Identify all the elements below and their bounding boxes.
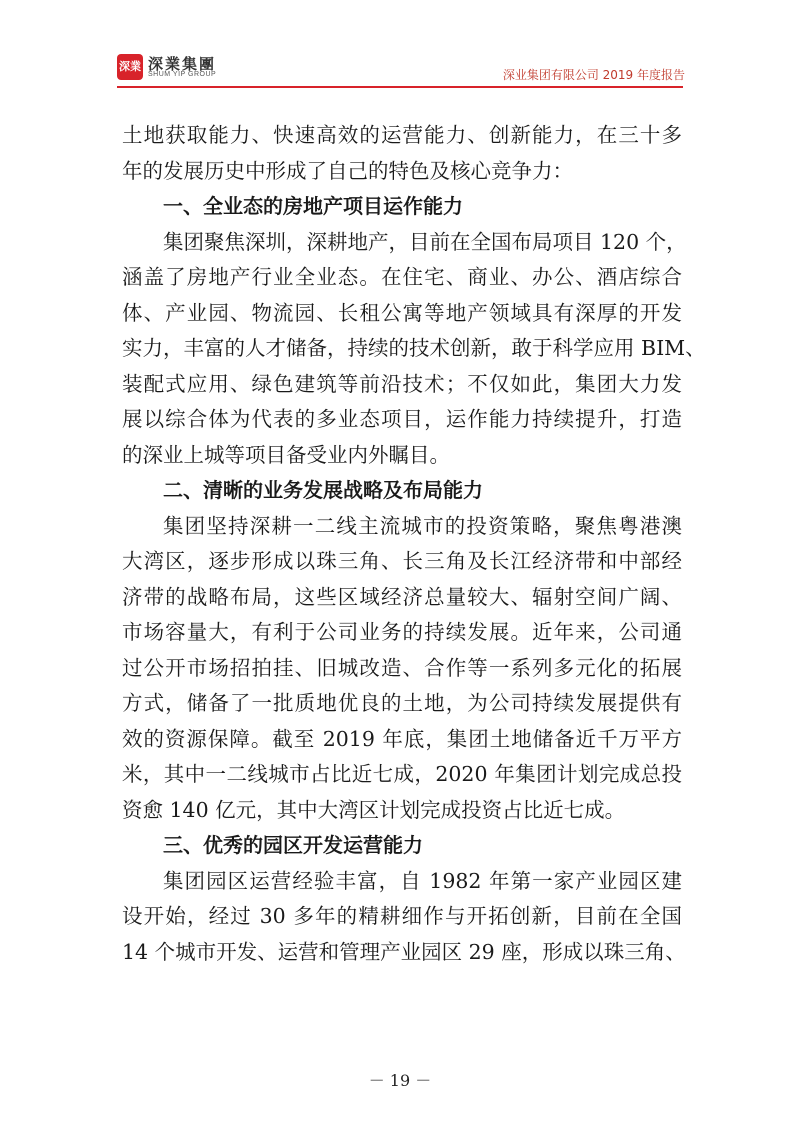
paragraph-section-1 — [122, 225, 706, 474]
text-line: 米，其中一二线城市占比近七成，2020 年集团计划完成总投 — [122, 762, 682, 786]
logo-chinese-name: 深業集團 — [148, 55, 217, 73]
logo-mark: 深業 — [117, 54, 143, 80]
section-heading-1: 一、全业态的房地产项目运作能力 — [163, 194, 463, 218]
text-line: 涵盖了房地产行业全业态。在住宅、商业、办公、酒店综合 — [122, 265, 682, 289]
document-body — [122, 118, 706, 970]
text-line: 14 个城市开发、运营和管理产业园区 29 座，形成以珠三角、 — [122, 939, 686, 964]
text-line: 土地获取能力、快速高效的运营能力、创新能力，在三十多 — [122, 123, 682, 147]
text-line: 实力，丰富的人才储备，持续的技术创新，敢于科学应用 BIM、 — [122, 336, 706, 360]
page-number: － 19 － — [368, 1071, 432, 1090]
paragraph-intro — [122, 118, 682, 189]
text-line: 市场容量大，有利于公司业务的持续发展。近年来，公司通 — [122, 620, 682, 644]
section-heading-3: 三、优秀的园区开发运营能力 — [163, 833, 423, 857]
text-line: 集团聚焦深圳，深耕地产，目前在全国布局项目 120 个， — [163, 229, 687, 254]
text-line: 设开始，经过 30 多年的精耕细作与开拓创新，目前在全国 — [122, 904, 682, 928]
paragraph-section-3 — [122, 864, 686, 971]
text-line: 年的发展历史中形成了自己的特色及核心竞争力： — [122, 158, 573, 183]
text-line: 效的资源保障。截至 2019 年底，集团土地储备近千万平方 — [122, 726, 682, 751]
logo-english-name: SHUM YIP GROUP — [148, 71, 217, 78]
text-line: 展以综合体为代表的多业态项目，运作能力持续提升，打造 — [122, 407, 682, 431]
text-line: 装配式应用、绿色建筑等前沿技术；不仅如此，集团大力发 — [122, 371, 682, 396]
text-line: 的深业上城等项目备受业内外瞩目。 — [122, 442, 450, 467]
text-line: 集团坚持深耕一二线主流城市的投资策略，聚焦粤港澳 — [163, 513, 682, 538]
text-line: 过公开市场招拍挂、旧城改造、合作等一系列多元化的拓展 — [122, 655, 682, 680]
paragraph-section-2 — [122, 509, 682, 829]
text-line: 方式，储备了一批质地优良的土地，为公司持续发展提供有 — [122, 691, 682, 715]
company-logo — [117, 53, 237, 83]
text-line: 体、产业园、物流园、长租公寓等地产领域具有深厚的开发 — [122, 300, 682, 325]
text-line: 大湾区，逐步形成以珠三角、长三角及长江经济带和中部经 — [122, 549, 682, 573]
header-divider — [117, 86, 683, 88]
text-line: 济带的战略布局，这些区域经济总量较大、辐射空间广阔、 — [122, 584, 682, 609]
text-line: 资愈 140 亿元，其中大湾区计划完成投资占比近七成。 — [122, 797, 626, 822]
text-line: 集团园区运营经验丰富，自 1982 年第一家产业园区建 — [163, 868, 682, 893]
report-title-header: 深业集团有限公司 2019 年度报告 — [502, 68, 685, 82]
section-heading-2: 二、清晰的业务发展战略及布局能力 — [163, 478, 483, 502]
